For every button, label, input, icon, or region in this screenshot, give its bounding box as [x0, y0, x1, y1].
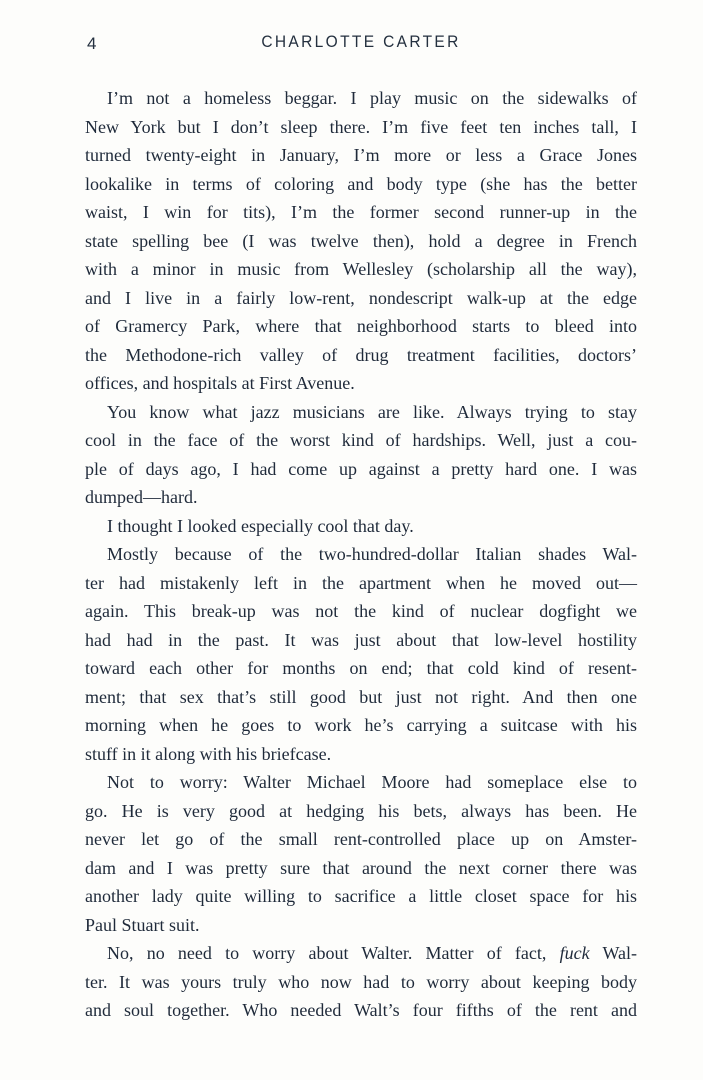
- text-line: offices, and hospitals at First Avenue.: [85, 373, 355, 393]
- text-line: cool in the face of the worst kind of hardships. Well, just a cou-: [85, 430, 637, 450]
- text-line: go. He is very good at hedging his bets, always has been. He: [85, 800, 637, 821]
- page-number: 4: [87, 34, 98, 53]
- text-line: ter. It was yours truly who now had to worry about keeping body: [85, 971, 637, 992]
- text-line: Mostly because of the two-hundred-dollar Italian shades Wal-: [107, 544, 637, 564]
- text-line: with a minor in music from Wellesley (scholarship all the way),: [85, 259, 637, 279]
- text-line: I’m not a homeless beggar. I play music on the sidewalks of: [107, 88, 637, 108]
- text-line: I thought I looked especially cool that day.: [107, 515, 414, 536]
- text-line: toward each other for months on end; that cold kind of resent-: [85, 658, 637, 678]
- body-text: [85, 84, 637, 1025]
- text-line: turned twenty-eight in January, I’m more or less a Grace Jones: [85, 145, 637, 165]
- text-line: again. This break-up was not the kind of nuclear dogfight we: [85, 601, 637, 621]
- paragraph: [85, 84, 637, 398]
- text-line: You know what jazz musicians are like. Always trying to stay: [107, 401, 637, 422]
- text-line: Paul Stuart suit.: [85, 914, 200, 935]
- text-line: and I live in a fairly low-rent, nondescript walk-up at the edge: [85, 287, 637, 308]
- text-line: state spelling bee (I was twelve then), hold a degree in French: [85, 230, 637, 251]
- text-line: stuff in it along with his briefcase.: [85, 743, 332, 764]
- text-line: ple of days ago, I had come up against a pretty hard one. I was: [85, 458, 637, 479]
- text-line: the Methodone-rich valley of drug treatment facilities, doctors’: [85, 344, 637, 365]
- text-line: of Gramercy Park, where that neighborhood starts to bleed into: [85, 316, 637, 336]
- running-header-title: CHARLOTTE CARTER: [261, 33, 461, 51]
- text-line: No, no need to worry about Walter. Matter of fact, fuck Wal-: [107, 943, 637, 963]
- text-line: dumped—hard.: [85, 487, 198, 507]
- paragraph: [85, 512, 637, 541]
- text-line: another lady quite willing to sacrifice a little closet space for his: [85, 886, 637, 906]
- text-line: never let go of the small rent-controlled place up on Amster-: [85, 829, 637, 849]
- text-line: New York but I don’t sleep there. I’m five feet ten inches tall, I: [85, 116, 637, 137]
- text-line: morning when he goes to work he’s carrying a suitcase with his: [85, 715, 637, 735]
- text-line: had had in the past. It was just about that low-level hostility: [85, 629, 637, 650]
- text-line: ment; that sex that’s still good but just not right. And then one: [85, 686, 637, 707]
- text-line: and soul together. Who needed Walt’s four fifths of the rent and: [85, 1000, 637, 1020]
- paragraph: [85, 939, 637, 1025]
- text-line: waist, I win for tits), I’m the former second runner-up in the: [85, 202, 637, 222]
- text-line: dam and I was pretty sure that around the next corner there was: [85, 857, 637, 878]
- paragraph: [85, 540, 637, 768]
- text-line: Not to worry: Walter Michael Moore had someplace else to: [107, 772, 637, 792]
- paragraph: [85, 768, 637, 939]
- text-line: lookalike in terms of coloring and body type (she has the better: [85, 173, 637, 194]
- running-head: [85, 33, 637, 57]
- paragraph: [85, 398, 637, 512]
- text-line: ter had mistakenly left in the apartment when he moved out—: [85, 572, 637, 593]
